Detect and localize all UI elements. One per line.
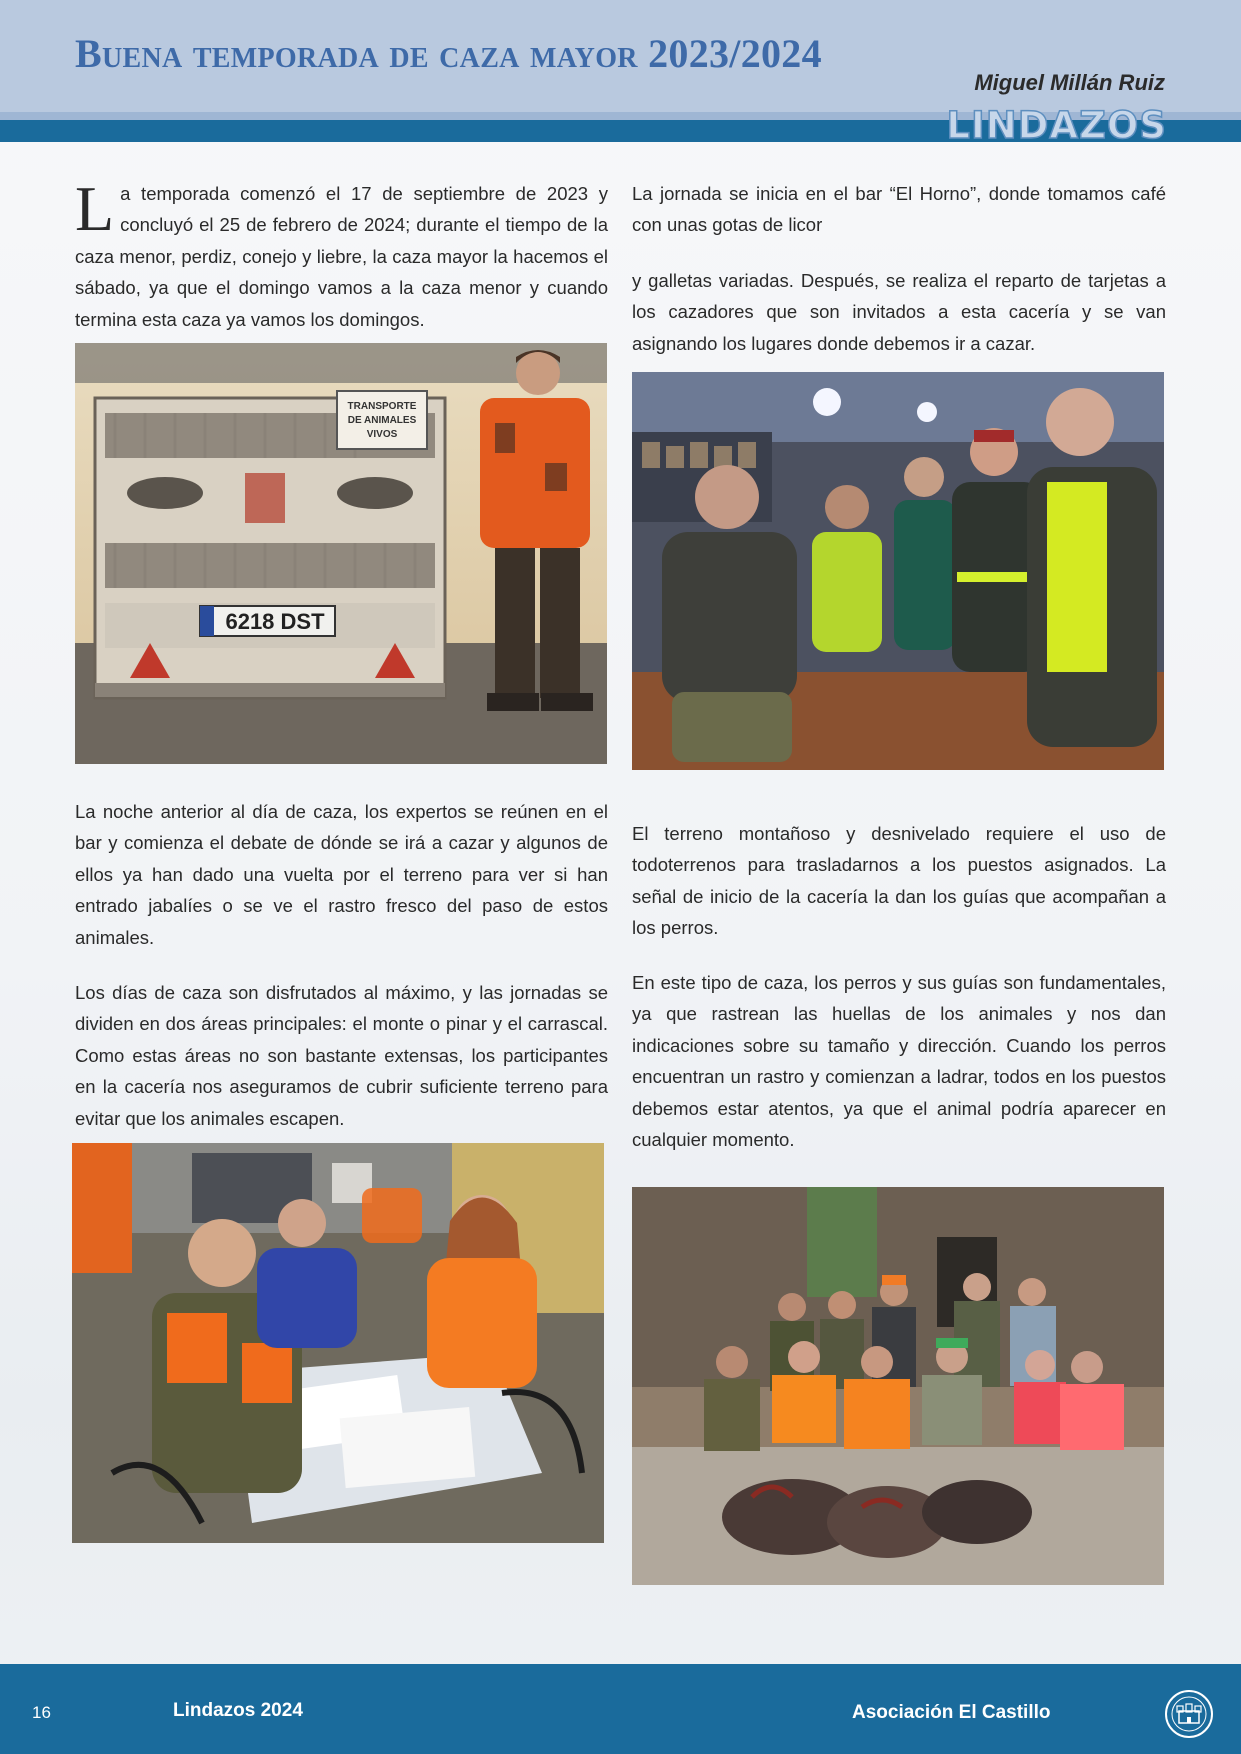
footer-magazine: Lindazos 2024 [173,1700,303,1721]
footer-organization: Asociación El Castillo [852,1702,1051,1723]
svg-text:DE ANIMALES: DE ANIMALES [347,415,417,426]
svg-text:TRANSPORTE: TRANSPORTE [347,401,417,412]
article-author: Miguel Millán Ruiz [974,70,1165,95]
photo-card-distribution [72,1143,604,1543]
paragraph-terrain: El terreno montañoso y desnivelado requiere el uso de todoterrenos para trasladarnos a los puestos asignados. La señal de inicio de la cacería la dan los guías que acompañan a los perros. [632,823,1166,939]
association-seal-icon [1164,1689,1214,1739]
photo-hunting-group [632,1187,1164,1585]
drop-cap: L [75,173,115,244]
intro-text: a temporada comenzó el 17 de septiembre de 2023 y concluyó el 25 de febrero de 2024; durante el tiempo de la caza menor, perdiz, conejo y liebre, la caza mayor la hacemos el sábado, ya que el domingo vamos a la caza menor y cuando termina esta caza ya vamos los domingos. [75,183,608,330]
paragraph-hunting-days: Los días de caza son disfrutados al máximo, y las jornadas se dividen en dos áreas principales: el monte o pinar y el carrascal. Como estas áreas no son bastante extensas, los participantes en la cacería nos aseguramos de cubrir suficiente terreno para evitar que los animales escapen. [75,982,608,1129]
paragraph-card-distribution: y galletas variadas. Después, se realiza el reparto de tarjetas a los cazadores que son invitados a esta cacería y se van asignando los lugares donde debemos ir a cazar. [632,270,1166,354]
paragraph-dogs: En este tipo de caza, los perros y sus guías son fundamentales, ya que rastrean las huellas de los animales y nos dan indicaciones sobre su tamaño y dirección. Cuando los perros encuentran un rastro y comienzan a ladrar, todos en los puestos debemos estar atentos, ya que el animal podría aparecer en cualquier momento. [632,972,1166,1151]
photo-trailer-hunter [75,343,607,764]
paragraph-bar-start: La jornada se inicia en el bar “El Horno”, donde tomamos café con unas gotas de licor [632,183,1166,236]
svg-text:6218 DST: 6218 DST [225,609,325,634]
article-title: Buena temporada de caza mayor 2023/2024 [75,31,822,76]
svg-text:VIVOS: VIVOS [366,429,398,440]
page-number: 16 [32,1703,51,1722]
intro-paragraph [75,173,608,335]
photo-bar-group [632,372,1164,770]
magazine-brand: LINDAZOS [946,104,1167,147]
paragraph-night-before: La noche anterior al día de caza, los expertos se reúnen en el bar y comienza el debate de dónde se irá a cazar y algunos de ellos ya han dado una vuelta por el terreno para ver si han entrado jabalíes o se ve el rastro fresco del paso de estos animales. [75,801,608,948]
